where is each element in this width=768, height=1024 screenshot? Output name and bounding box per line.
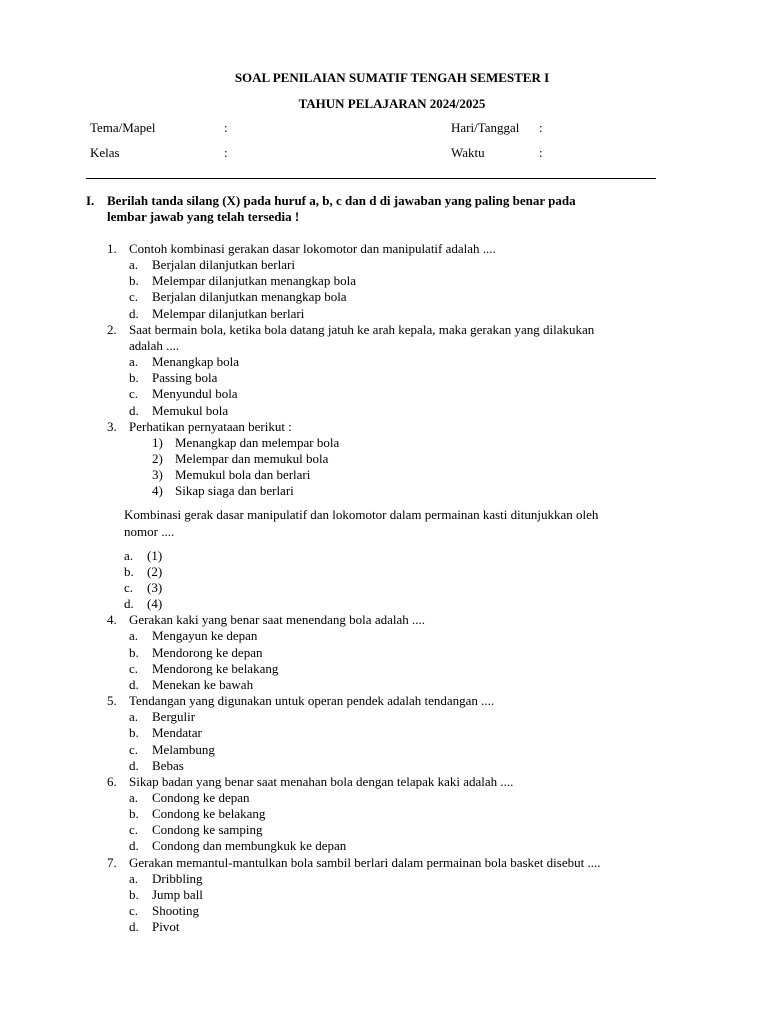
option-text: Pivot xyxy=(152,919,180,935)
statement-number: 4) xyxy=(152,483,163,499)
option-text: (1) xyxy=(147,547,163,563)
hari-label: Hari/Tanggal xyxy=(451,120,520,135)
question-text: Gerakan memantul-mantulkan bola sambil berlari dalam permainan bola basket disebut .... xyxy=(129,854,601,870)
option-letter: a. xyxy=(129,789,139,805)
tema-label: Tema/Mapel xyxy=(90,120,156,135)
option-letter: c. xyxy=(129,903,139,918)
waktu-colon: : xyxy=(539,145,543,160)
option-text: Berjalan dilanjutkan menangkap bola xyxy=(152,289,347,305)
question-text: Contoh kombinasi gerakan dasar lokomotor dan manipulatif adalah .... xyxy=(129,241,496,256)
instruction-line: lembar jawab yang telah tersedia ! xyxy=(107,209,300,224)
option-letter: a. xyxy=(124,547,134,563)
option-text: Passing bola xyxy=(152,370,218,386)
question-number: 2. xyxy=(107,321,117,337)
question-text: Gerakan kaki yang benar saat menendang bola adalah .... xyxy=(129,612,425,628)
statement-text: Memukul bola dan berlari xyxy=(175,467,311,483)
option-text: Melambung xyxy=(152,741,215,757)
option-text: Melempar dilanjutkan berlari xyxy=(152,305,305,321)
statement-number: 2) xyxy=(152,450,163,466)
option-letter: a. xyxy=(129,709,139,725)
option-text: Jump ball xyxy=(152,886,203,902)
statement-text: Sikap siaga dan berlari xyxy=(175,483,294,499)
hari-colon: : xyxy=(539,120,543,135)
option-text: Condong dan membungkuk ke depan xyxy=(152,838,347,854)
option-letter: a. xyxy=(129,354,139,370)
statement-number: 1) xyxy=(152,434,163,450)
question-number: 7. xyxy=(107,854,117,870)
option-letter: d. xyxy=(129,838,139,854)
kelas-colon: : xyxy=(224,145,228,160)
option-letter: a. xyxy=(129,870,139,886)
option-text: Bergulir xyxy=(152,709,196,725)
option-letter: b. xyxy=(129,644,139,660)
tema-colon: : xyxy=(224,120,228,135)
question-number: 6. xyxy=(107,773,117,789)
option-text: Dribbling xyxy=(152,870,203,886)
statement-number: 3) xyxy=(152,467,163,483)
question-text: adalah .... xyxy=(129,337,180,353)
option-letter: c. xyxy=(129,289,139,305)
option-letter: d. xyxy=(129,919,139,935)
section-numeral: I. xyxy=(86,193,95,208)
question-number: 3. xyxy=(107,418,117,434)
option-letter: c. xyxy=(129,660,139,676)
statement-text: Menangkap dan melempar bola xyxy=(175,434,340,450)
kelas-label: Kelas xyxy=(90,145,120,160)
question-text: nomor .... xyxy=(124,523,175,539)
option-text: Shooting xyxy=(152,903,199,918)
option-text: Memukul bola xyxy=(152,402,229,418)
option-letter: b. xyxy=(129,886,139,902)
option-letter: b. xyxy=(129,370,139,386)
option-text: Melempar dilanjutkan menangkap bola xyxy=(152,273,356,289)
option-text: Bebas xyxy=(152,757,184,773)
option-text: Condong ke samping xyxy=(152,822,263,838)
question-number: 4. xyxy=(107,612,117,628)
option-text: Mendatar xyxy=(152,725,202,741)
option-text: (4) xyxy=(147,596,163,612)
option-text: Menangkap bola xyxy=(152,354,240,370)
option-text: (2) xyxy=(147,563,163,579)
option-letter: a. xyxy=(129,257,139,273)
instruction-line: Berilah tanda silang (X) pada huruf a, b, c dan d di jawaban yang paling benar pada xyxy=(107,193,576,208)
option-text: (3) xyxy=(147,580,163,595)
option-letter: b. xyxy=(129,806,139,822)
statement-text: Melempar dan memukul bola xyxy=(175,450,329,466)
question-text: Saat bermain bola, ketika bola datang jatuh ke arah kepala, maka gerakan yang dilakukan xyxy=(129,321,595,337)
question-text: Kombinasi gerak dasar manipulatif dan lokomotor dalam permainan kasti ditunjukkan oleh xyxy=(124,507,599,523)
question-number: 5. xyxy=(107,693,117,709)
question-text: Perhatikan pernyataan berikut : xyxy=(129,418,292,434)
option-letter: c. xyxy=(129,822,139,838)
option-letter: d. xyxy=(129,402,139,418)
option-letter: b. xyxy=(124,563,134,579)
option-letter: b. xyxy=(129,725,139,741)
academic-year: TAHUN PELAJARAN 2024/2025 xyxy=(298,96,486,111)
exam-title: SOAL PENILAIAN SUMATIF TENGAH SEMESTER I xyxy=(234,70,550,85)
option-text: Mendorong ke depan xyxy=(152,644,263,660)
option-letter: d. xyxy=(129,305,139,321)
option-text: Mengayun ke depan xyxy=(152,628,258,644)
option-letter: d. xyxy=(129,676,139,692)
option-text: Condong ke depan xyxy=(152,789,250,805)
option-letter: c. xyxy=(124,580,134,595)
option-text: Menekan ke bawah xyxy=(152,676,254,692)
question-text: Tendangan yang digunakan untuk operan pendek adalah tendangan .... xyxy=(129,693,495,709)
option-letter: c. xyxy=(129,741,139,757)
waktu-label: Waktu xyxy=(451,145,485,160)
option-letter: a. xyxy=(129,628,139,644)
question-number: 1. xyxy=(107,241,117,256)
option-text: Berjalan dilanjutkan berlari xyxy=(152,257,295,273)
option-text: Condong ke belakang xyxy=(152,806,266,822)
option-text: Mendorong ke belakang xyxy=(152,660,279,676)
option-letter: d. xyxy=(124,596,134,612)
option-text: Menyundul bola xyxy=(152,386,238,402)
question-text: Sikap badan yang benar saat menahan bola dengan telapak kaki adalah .... xyxy=(129,773,514,789)
option-letter: b. xyxy=(129,273,139,289)
header-divider xyxy=(86,178,656,179)
option-letter: c. xyxy=(129,386,139,402)
option-letter: d. xyxy=(129,757,139,773)
